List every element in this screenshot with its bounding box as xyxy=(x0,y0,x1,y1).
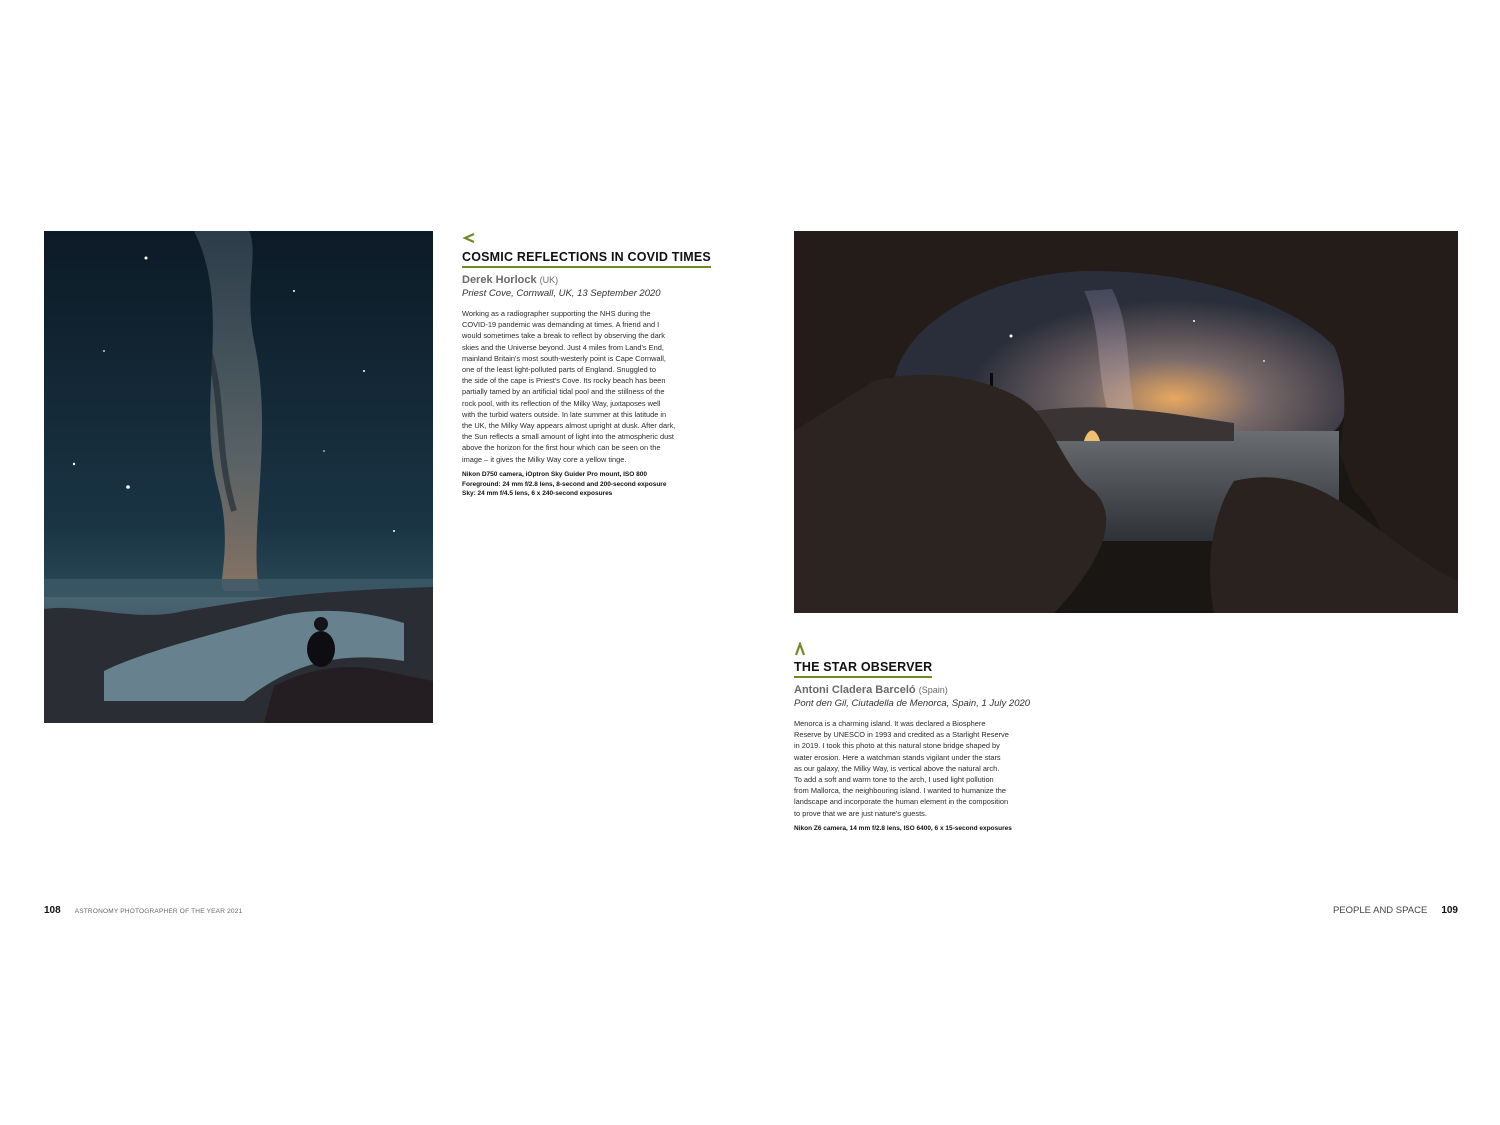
spec-line: Nikon D750 camera, iOptron Sky Guider Pro mount, ISO 800 xyxy=(462,470,647,478)
description-line: above the horizon for the first hour which can be seen on the xyxy=(462,443,661,453)
photo-entry-star-observer xyxy=(794,642,1044,834)
page-number: 108 xyxy=(44,905,61,916)
photo-milky-way-rock-pool xyxy=(44,231,433,723)
entry-description xyxy=(462,308,712,465)
description-line: the side of the cape is Priest's Cove. Its rocky beach has been xyxy=(462,376,666,386)
running-head: PEOPLE AND SPACE xyxy=(1332,905,1428,916)
arrow-up-icon xyxy=(794,642,1044,656)
entry-title: COSMIC REFLECTIONS IN COVID TIMES xyxy=(462,250,711,268)
description-line: in 2019. I took this photo at this natural stone bridge shaped by xyxy=(794,741,1000,751)
photo-entry-cosmic-reflections xyxy=(462,232,712,499)
camera-specs xyxy=(462,470,712,499)
page-number: 109 xyxy=(1441,905,1458,916)
author-name: Derek Horlock xyxy=(462,274,537,286)
photo-cave-arch-star-observer xyxy=(794,231,1458,613)
description-line: from Mallorca, the neighbouring island. I wanted to humanize the xyxy=(794,786,1006,796)
description-line: mainland Britain's most south-westerly point is Cape Cornwall, xyxy=(462,353,666,363)
author-country: (Spain) xyxy=(918,685,948,695)
right-page-footer xyxy=(1333,905,1458,916)
description-line: landscape and incorporate the human element in the composition xyxy=(794,797,1009,807)
spec-line: Sky: 24 mm f/4.5 lens, 6 x 240-second exposures xyxy=(462,490,613,498)
running-head: ASTRONOMY PHOTOGRAPHER OF THE YEAR 2021 xyxy=(74,908,243,915)
description-line: water erosion. Here a watchman stands vigilant under the stars xyxy=(794,752,1001,762)
description-line: image – it gives the Milky Way core a yellow tinge. xyxy=(462,454,627,464)
description-line: Working as a radiographer supporting the NHS during the xyxy=(462,309,651,318)
description-line: rock pool, with its reflection of the Milky Way, juxtaposes well xyxy=(462,398,661,408)
description-line: with the turbid waters outside. In late summer at this latitude in xyxy=(462,409,667,419)
camera-specs xyxy=(794,824,1044,834)
photographer-name xyxy=(794,684,1044,696)
spec-line: Nikon Z6 camera, 14 mm f/2.8 lens, ISO 6400, 6 x 15-second exposures xyxy=(794,824,1012,832)
description-line: as our galaxy, the Milky Way, is vertical above the natural arch. xyxy=(794,763,1000,773)
description-line: to prove that we are just nature's guests. xyxy=(794,808,927,818)
entry-description xyxy=(794,718,1044,819)
description-line: Reserve by UNESCO in 1993 and credited as a Starlight Reserve xyxy=(794,730,1009,740)
author-country: (UK) xyxy=(539,275,559,285)
description-line: the UK, the Milky Way appears almost upright at dusk. After dark, xyxy=(462,421,676,431)
description-line: COVID-19 pandemic was demanding at times. A friend and I xyxy=(462,320,660,330)
photo-location-date: Priest Cove, Cornwall, UK, 13 September 2020 xyxy=(462,288,661,299)
description-line: skies and the Universe beyond. Just 4 miles from Land's End, xyxy=(462,342,664,352)
photo-location-date: Pont den Gil, Ciutadella de Menorca, Spain, 1 July 2020 xyxy=(794,698,1031,709)
arrow-left-icon xyxy=(462,232,712,246)
left-page-footer xyxy=(44,905,242,916)
description-line: one of the least light-polluted parts of England. Snuggled to xyxy=(462,365,656,375)
author-name: Antoni Cladera Barceló xyxy=(794,684,916,696)
description-line: partially tamed by an artificial tidal pool and the stillness of the xyxy=(462,387,665,397)
description-line: would sometimes take a break to reflect by observing the dark xyxy=(462,331,665,341)
photographer-name xyxy=(462,274,712,286)
entry-title: THE STAR OBSERVER xyxy=(794,660,932,678)
description-line: Menorca is a charming island. It was declared a Biosphere xyxy=(794,719,986,728)
spec-line: Foreground: 24 mm f/2.8 lens, 8-second and 200-second exposure xyxy=(462,480,667,488)
description-line: To add a soft and warm tone to the arch, I used light pollution xyxy=(794,775,994,785)
description-line: the Sun reflects a small amount of light into the atmospheric dust xyxy=(462,432,674,442)
